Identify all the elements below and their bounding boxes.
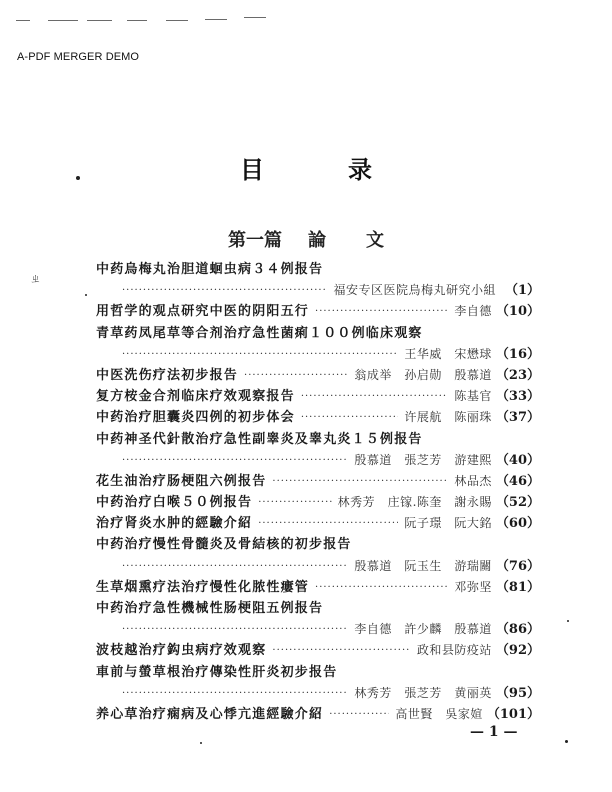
- toc-entry-continuation[interactable]: [96, 619, 540, 640]
- leader-dots: [122, 556, 348, 577]
- toc-entry[interactable]: [96, 513, 540, 534]
- table-of-contents: [96, 259, 540, 725]
- toc-entry-title: 中药治疗慢性骨髓炎及骨結核的初步报告: [96, 537, 352, 553]
- leader-dots: [272, 471, 448, 492]
- toc-entry-page: （40）: [495, 452, 540, 468]
- scan-speck: [567, 620, 569, 622]
- toc-entry-title: 青草药凤尾草等合剂治疗急性菌痢１００例临床观察: [96, 325, 423, 341]
- toc-entry-authors: 王华威 宋懋球: [404, 346, 492, 361]
- toc-entry-title: 用哲学的观点研究中医的阴阳五行: [96, 304, 310, 320]
- scan-dash: [205, 19, 227, 20]
- toc-entry-authors: 邓弥坚: [454, 579, 492, 594]
- toc-entry-authors: 陈基官: [454, 389, 492, 404]
- toc-entry-title: 中药治疗胆囊炎四例的初步体会: [96, 410, 295, 426]
- toc-entry-page: （16）: [495, 346, 540, 362]
- toc-entry[interactable]: [96, 492, 540, 513]
- leader-dots: [315, 301, 448, 322]
- toc-entry-authors: 福安专区医院烏梅丸研究小組: [333, 283, 496, 298]
- toc-entry-title: 生草烟熏疗法治疗慢性化脓性瘻管: [96, 579, 310, 595]
- watermark: A-PDF MERGER DEMO: [17, 51, 140, 63]
- section-part-label: 第一篇: [228, 230, 282, 251]
- toc-entry-authors: 殷慕道 張芝芳 游建熙: [354, 452, 492, 467]
- toc-entry-page: （86）: [495, 622, 540, 638]
- toc-entry-title: 中药烏梅丸治胆道蛔虫病３４例报告: [96, 262, 324, 277]
- toc-entry-authors: 殷慕道 阮玉生 游瑞關: [354, 558, 492, 573]
- scan-dash: [87, 20, 112, 21]
- toc-entry-authors: 林品杰: [454, 473, 492, 488]
- leader-dots: [258, 513, 398, 534]
- page-title: [0, 150, 612, 185]
- toc-entry-title: 治疗肾炎水肿的經驗介紹: [96, 516, 253, 532]
- section-word-2: 文: [366, 230, 384, 251]
- toc-entry-title: 中医洗伤疗法初步报告: [96, 367, 239, 383]
- toc-entry-page: （37）: [495, 410, 540, 426]
- section-heading: [0, 226, 612, 252]
- toc-entry-title: 花生油治疗肠梗阻六例报告: [96, 473, 267, 489]
- toc-entry-title: 复方桉金合剂临床疗效观察报告: [96, 389, 295, 405]
- toc-entry[interactable]: [96, 662, 540, 683]
- leader-dots: [122, 619, 348, 640]
- toc-entry-page: （95）: [495, 685, 540, 701]
- section-word-1: 論: [308, 230, 326, 251]
- title-char-right: 录: [348, 155, 372, 184]
- leader-dots: [272, 640, 410, 661]
- toc-entry-authors: 李自德 許少麟 殷慕道: [354, 622, 492, 637]
- toc-entry-authors: 高世賢 吳家媗: [395, 706, 483, 721]
- scan-speck: [85, 294, 87, 296]
- scan-dash: [16, 20, 30, 21]
- scan-dash: [244, 17, 266, 18]
- toc-entry[interactable]: [96, 407, 540, 428]
- margin-mark: ㄓ: [30, 272, 41, 285]
- scan-dash: [166, 20, 188, 21]
- page-number: — 1 —: [470, 724, 518, 740]
- toc-entry-continuation[interactable]: [96, 344, 540, 365]
- toc-entry-title: 車前与螢草根治疗傳染性肝炎初步报告: [96, 664, 338, 680]
- leader-dots: [258, 492, 331, 513]
- toc-entry-page: （1）: [504, 283, 540, 299]
- leader-dots: [122, 683, 348, 704]
- toc-entry[interactable]: [96, 704, 540, 725]
- toc-entry-page: （10）: [495, 304, 540, 320]
- toc-entry-authors: 政和县防疫站: [416, 643, 492, 658]
- scan-dash: [48, 20, 78, 21]
- toc-entry-continuation[interactable]: [96, 280, 540, 301]
- toc-entry-authors: 李自德: [454, 304, 492, 319]
- toc-entry-continuation[interactable]: [96, 683, 540, 704]
- toc-entry-page: （81）: [495, 579, 540, 595]
- toc-entry-title: 中药治疗急性機械性肠梗阻五例报告: [96, 601, 324, 616]
- toc-entry[interactable]: [96, 471, 540, 492]
- leader-dots: [122, 280, 327, 301]
- scan-speck: [76, 176, 80, 180]
- scan-speck: [565, 740, 568, 743]
- toc-entry-page: （33）: [495, 389, 540, 405]
- toc-entry-page: （92）: [495, 643, 540, 659]
- toc-entry[interactable]: [96, 429, 540, 450]
- toc-entry[interactable]: [96, 577, 540, 598]
- toc-entry-page: （23）: [495, 367, 540, 383]
- toc-entry[interactable]: [96, 598, 540, 619]
- leader-dots: [122, 450, 348, 471]
- toc-entry[interactable]: [96, 301, 540, 322]
- leader-dots: [315, 577, 448, 598]
- toc-entry-page: （60）: [495, 516, 540, 532]
- toc-entry-title: 中药治疗白喉５０例报告: [96, 495, 253, 511]
- toc-entry-authors: 林秀芳 庄镓.陈奎 謝永賜: [337, 495, 492, 510]
- leader-dots: [301, 386, 449, 407]
- toc-entry-authors: 许展航 陈丽珠: [404, 410, 492, 425]
- toc-entry-page: （76）: [495, 558, 540, 574]
- toc-entry-authors: 林秀芳 張芝芳 黄丽英: [354, 685, 492, 700]
- toc-entry-title: 波枝越治疗鈎虫病疗效观察: [96, 643, 267, 659]
- title-char-left: 目: [240, 155, 264, 184]
- toc-entry-title: 养心草治疗痫病及心悸亢進經驗介紹: [96, 706, 324, 722]
- toc-entry[interactable]: [96, 534, 540, 555]
- toc-entry-page: （46）: [495, 473, 540, 489]
- toc-entry[interactable]: [96, 259, 540, 280]
- toc-entry[interactable]: [96, 640, 540, 661]
- toc-entry[interactable]: [96, 365, 540, 386]
- toc-entry[interactable]: [96, 386, 540, 407]
- toc-entry[interactable]: [96, 323, 540, 344]
- toc-entry-authors: 翁成举 孙启勋 殷慕道: [354, 367, 492, 382]
- toc-entry-title: 中药神圣代針散治疗急性副睾炎及睾丸炎１５例报告: [96, 431, 423, 447]
- leader-dots: [122, 344, 398, 365]
- toc-entry-authors: 阮子璟 阮大銘: [404, 516, 492, 531]
- toc-entry-continuation[interactable]: [96, 450, 540, 471]
- scan-speck: [200, 742, 202, 744]
- leader-dots: [301, 407, 399, 428]
- toc-entry-page: （52）: [495, 495, 540, 511]
- scan-dash: [127, 20, 147, 21]
- toc-entry-continuation[interactable]: [96, 556, 540, 577]
- leader-dots: [244, 365, 348, 386]
- toc-entry-page: （101）: [486, 706, 540, 722]
- leader-dots: [329, 704, 389, 725]
